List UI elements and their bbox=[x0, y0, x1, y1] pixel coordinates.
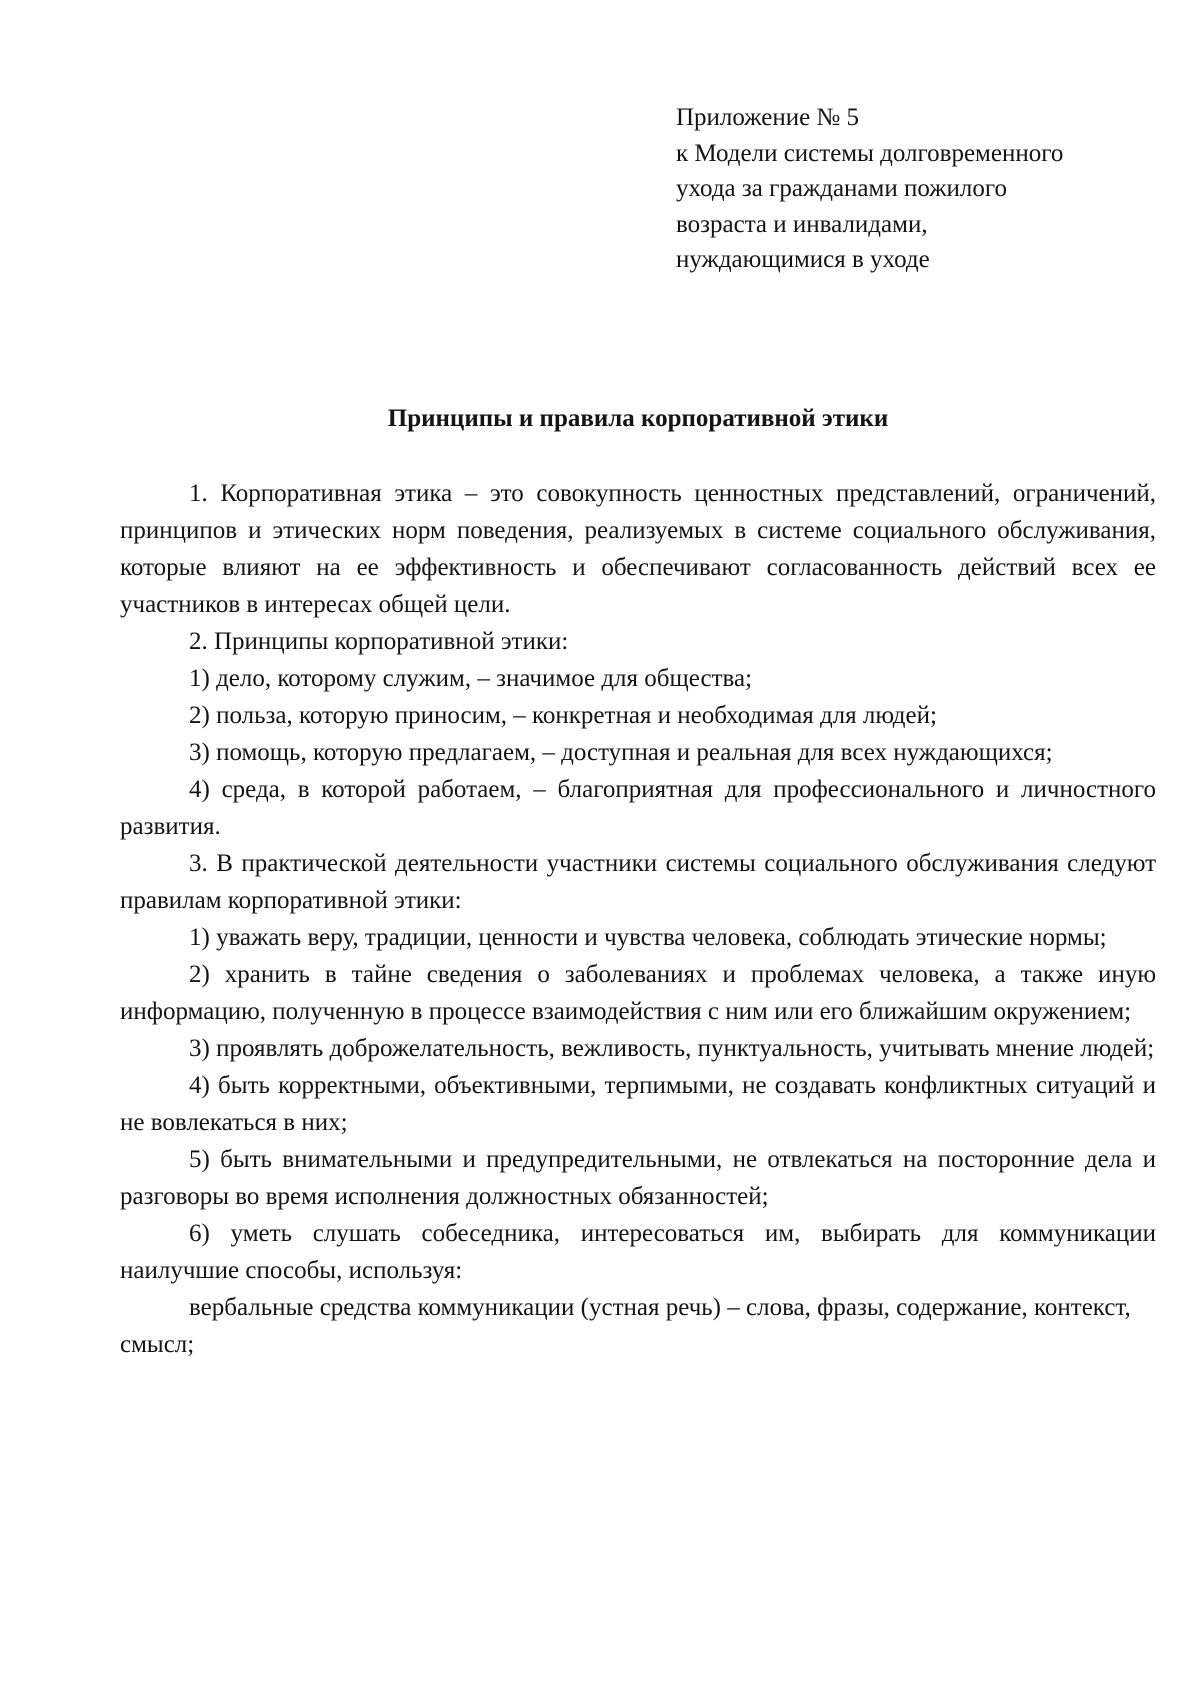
paragraph-rules-heading: 3. В практической деятельности участники системы социального обслуживания следуют правилам корпоративной этики: bbox=[120, 850, 1156, 914]
paragraph-definition: 1. Корпоративная этика – это совокупность ценностных представлений, ограничений, принципов и этических норм поведения, реализуемых в системе социального обслуживания, которые влияют на ее эффективность и обеспечивают согласованность действий всех ее участников в интересах общей цели. bbox=[120, 480, 1156, 618]
communication-means-item: вербальные средства коммуникации (устная речь) – слова, фразы, содержание, контекст, смысл; bbox=[120, 1294, 1131, 1358]
appendix-line: к Модели системы долговременного bbox=[676, 139, 1064, 167]
appendix-header bbox=[676, 100, 1156, 278]
appendix-line: возраста и инвалидами, bbox=[676, 210, 928, 238]
rule-item: 3) проявлять доброжелательность, вежливость, пунктуальность, учитывать мнение людей; bbox=[189, 1035, 1155, 1062]
document-title: Принципы и правила корпоративной этики bbox=[387, 405, 889, 432]
rule-item: 4) быть корректными, объективными, терпимыми, не создавать конфликтных ситуаций и не вовлекаться в них; bbox=[120, 1072, 1156, 1136]
paragraph-principles-heading: 2. Принципы корпоративной этики: bbox=[189, 628, 569, 655]
rule-item: 2) хранить в тайне сведения о заболеваниях и проблемах человека, а также иную информацию, полученную в процессе взаимодействия с ним или его ближайшим окружением; bbox=[120, 961, 1156, 1025]
rule-item: 6) уметь слушать собеседника, интересоваться им, выбирать для коммуникации наилучшие способы, используя: bbox=[120, 1220, 1156, 1284]
principle-item: 4) среда, в которой работаем, – благоприятная для профессионального и личностного развития. bbox=[120, 776, 1156, 840]
rule-item: 1) уважать веру, традиции, ценности и чувства человека, соблюдать этические нормы; bbox=[189, 924, 1107, 951]
document-body bbox=[120, 475, 1156, 1363]
appendix-line: ухода за гражданами пожилого bbox=[676, 175, 1007, 202]
principle-item: 2) польза, которую приносим, – конкретная и необходимая для людей; bbox=[189, 702, 937, 729]
principle-item: 3) помощь, которую предлагаем, – доступная и реальная для всех нуждающихся; bbox=[189, 739, 1053, 766]
principle-item: 1) дело, которому служим, – значимое для общества; bbox=[189, 665, 753, 692]
appendix-line: нуждающимися в уходе bbox=[676, 246, 930, 273]
appendix-line: Приложение № 5 bbox=[676, 104, 860, 131]
rule-item: 5) быть внимательными и предупредительными, не отвлекаться на посторонние дела и разговоры во время исполнения должностных обязанностей; bbox=[120, 1146, 1156, 1210]
